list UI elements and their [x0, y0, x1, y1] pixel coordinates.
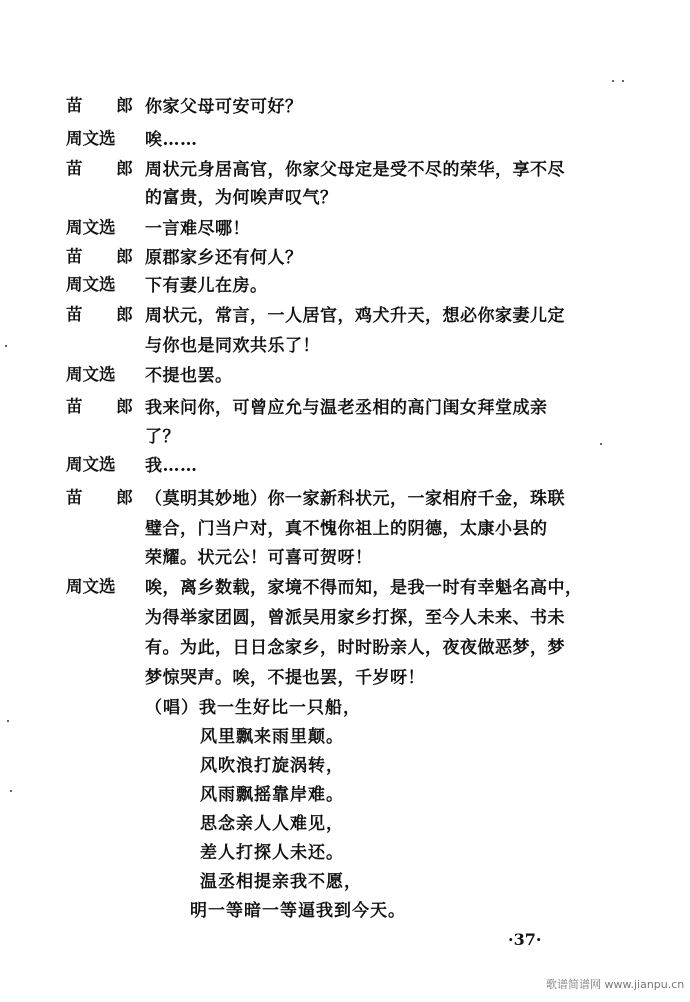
dialogue-line: 我……: [145, 456, 198, 476]
speaker-label: 苗 郎: [66, 96, 147, 115]
dialogue-line: 璧合，门当户对，真不愧你祖上的阴德，太康小县的: [145, 519, 548, 539]
speaker-label: 周文选: [66, 577, 116, 596]
dialogue-line: 原郡家乡还有何人？: [145, 248, 303, 268]
speaker-label: 周文选: [66, 218, 116, 237]
song-line: 风吹浪打旋涡转，: [200, 756, 344, 776]
speaker-label: 苗 郎: [66, 397, 147, 416]
speaker-label: 苗 郎: [66, 488, 147, 507]
dialogue-line: 的富贵，为何唉声叹气？: [145, 188, 338, 208]
dialogue-line: 一言难尽哪！: [145, 219, 250, 239]
dialogue-line: 周状元，常言，一人居官，鸡犬升天，想必你家妻儿定: [145, 306, 565, 326]
dialogue-line: 我来问你，可曾应允与温老丞相的高门闺女拜堂成亲: [145, 398, 548, 418]
dialogue-line: 下有妻儿在房。: [145, 276, 268, 296]
song-line: 差人打探人未还。: [200, 843, 344, 863]
dialogue-line: 与你也是同欢共乐了！: [145, 336, 320, 356]
dialogue-line: 唉……: [145, 130, 198, 150]
dialogue-line: 荣耀。状元公！可喜可贺呀！: [145, 548, 373, 568]
dialogue-line: 你家父母可安可好？: [145, 97, 303, 117]
scan-speck: [622, 80, 624, 82]
speaker-label: 周文选: [66, 365, 116, 384]
song-intro: （唱）我一生好比一只船，: [145, 698, 361, 718]
dialogue-line: 唉，离乡数载，家境不得而知，是我一时有幸魁名高中，: [145, 578, 583, 598]
speaker-label: 苗 郎: [66, 305, 147, 324]
song-line: 温丞相提亲我不愿，: [200, 872, 362, 892]
dialogue-line: 不提也罢。: [145, 366, 233, 386]
scan-speck: [600, 443, 602, 445]
scan-speck: [10, 790, 12, 792]
song-line: 风里飘来雨里颠。: [200, 727, 344, 747]
scan-speck: [7, 720, 9, 722]
dialogue-line: 为得举家团圆，曾派吴用家乡打探，至今人未来、书未: [145, 608, 565, 628]
scan-speck: [5, 345, 7, 347]
watermark: 歌谱简谱网 www.jianpu.cn: [546, 978, 685, 991]
scan-speck: [612, 80, 614, 82]
dialogue-line: 了？: [145, 427, 180, 447]
speaker-label: 周文选: [66, 275, 116, 294]
dialogue-line: （莫明其妙地）你一家新科状元，一家相府千金，珠联: [145, 489, 565, 509]
dialogue-line: 有。为此，日日念家乡，时时盼亲人，夜夜做恶梦，梦: [145, 638, 565, 658]
speaker-label: 苗 郎: [66, 159, 147, 178]
speaker-label: 周文选: [66, 129, 116, 148]
dialogue-line: 周状元身居高官，你家父母定是受不尽的荣华，享不尽: [145, 160, 565, 180]
song-line: 风雨飘摇靠岸难。: [200, 785, 344, 805]
speaker-label: 周文选: [66, 455, 116, 474]
song-line: 明一等暗一等逼我到今天。: [190, 901, 406, 921]
speaker-label: 苗 郎: [66, 247, 147, 266]
page-number: ·37·: [508, 930, 542, 949]
dialogue-line: 梦惊哭声。唉，不提也罢，千岁呀！: [145, 668, 425, 688]
song-line: 思念亲人人难见，: [200, 814, 344, 834]
